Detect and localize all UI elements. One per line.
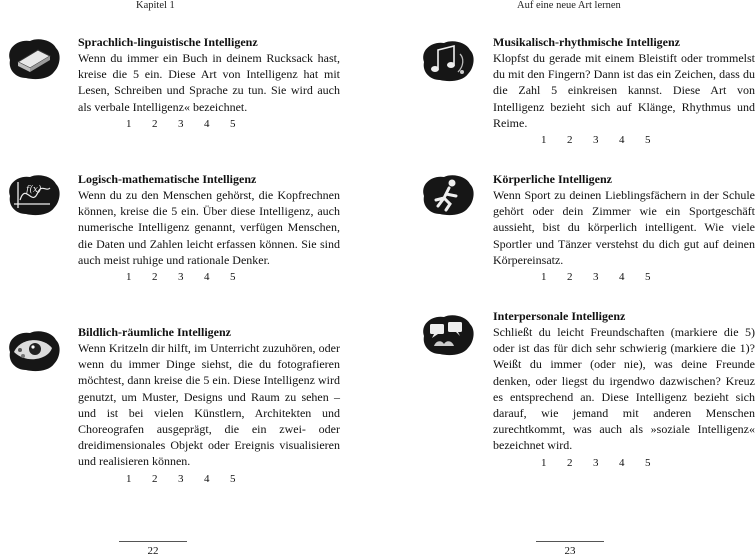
rating-option[interactable]: 3 <box>593 456 599 469</box>
function-graph-icon <box>4 172 62 218</box>
section-title: Bildlich-räumliche Intelligenz <box>78 325 231 339</box>
rating-option[interactable]: 4 <box>619 134 625 147</box>
music-notes-icon <box>418 38 476 84</box>
rating-option[interactable]: 2 <box>152 271 158 284</box>
section-title: Sprachlich-linguistische Intelligenz <box>78 35 258 49</box>
page-number: 22 <box>147 545 159 557</box>
section-body: Wenn du immer ein Buch in deinem Rucksack hast, kreise die 5 ein. Diese Art von Intelligenz hat mit Lesen, Schreiben und Sprache zu tun. Sie wird auch als verbale Intelligenz« bezeichnet. <box>78 51 340 114</box>
rating-option[interactable]: 1 <box>126 271 132 284</box>
rating-option[interactable]: 3 <box>178 271 184 284</box>
rating-option[interactable]: 3 <box>593 271 599 284</box>
section-title: Musikalisch-rhythmische Intelligenz <box>493 35 681 49</box>
page-number: 23 <box>564 545 576 557</box>
section-title: Logisch-mathematische Intelligenz <box>78 172 257 186</box>
speech-bubbles-icon <box>418 312 476 358</box>
section-body: Wenn Sport zu deinen Lieblingsfächern in der Schule gehört oder dein Zimmer wie ein Sportgeschäft aussieht, bist du körperlich intelligent. Wie viele Sportler und Tänzer verstehst du dich gut auf deinen Körpereinsatz. <box>493 188 755 267</box>
rating-option[interactable]: 2 <box>152 472 158 485</box>
footer-rule <box>536 541 604 542</box>
rating-option[interactable]: 4 <box>204 472 210 485</box>
book-icon <box>4 36 62 82</box>
rating-option[interactable]: 4 <box>619 456 625 469</box>
footer-rule <box>119 541 187 542</box>
rating-option[interactable]: 5 <box>645 456 651 469</box>
running-head: Kapitel 1 <box>136 0 175 11</box>
running-person-icon <box>418 172 476 218</box>
rating-option[interactable]: 5 <box>230 271 236 284</box>
rating-option[interactable]: 5 <box>645 134 651 147</box>
rating-scale[interactable] <box>493 456 755 470</box>
section-body: Klopfst du gerade mit einem Bleistift oder trommelst du mit den Fingern? Dann ist das ein Zeichen, dass du die Zahl 5 einkreisen kannst. Diese Art von Intelligenz bezieht sich auf Klänge, Rhythmus und Reime. <box>493 51 755 130</box>
section-body: Wenn Kritzeln dir hilft, im Unterricht zuzuhören, oder wenn du immer Dinge siehst, die du fotografieren möchtest, dann kreise die 5 ein. Diese Intelligenz wird genutzt, um Muster, Designs und Raum zu sehen – und ist bei vielen Künstlern, Architekten und Choreografen ausgeprägt, die ein zwei- oder dreidimensionales Objekt oder Ereignis visualisieren und realisieren können. <box>78 341 340 469</box>
left-page <box>0 0 360 558</box>
eye-palette-icon <box>4 328 62 374</box>
rating-option[interactable]: 3 <box>178 472 184 485</box>
rating-option[interactable]: 1 <box>126 472 132 485</box>
rating-option[interactable]: 5 <box>645 271 651 284</box>
running-head: Auf eine neue Art lernen <box>517 0 621 11</box>
section-title: Körperliche Intelligenz <box>493 172 612 186</box>
rating-option[interactable]: 1 <box>541 271 547 284</box>
rating-option[interactable]: 2 <box>567 456 573 469</box>
right-page <box>360 0 755 558</box>
rating-option[interactable]: 2 <box>152 117 158 130</box>
rating-option[interactable]: 1 <box>126 117 132 130</box>
rating-scale[interactable] <box>78 472 340 486</box>
rating-scale[interactable] <box>78 270 340 284</box>
rating-option[interactable]: 3 <box>178 117 184 130</box>
rating-option[interactable]: 4 <box>619 271 625 284</box>
rating-option[interactable]: 3 <box>593 134 599 147</box>
rating-scale[interactable] <box>493 133 755 147</box>
rating-option[interactable]: 1 <box>541 134 547 147</box>
section-title: Interpersonale Intelligenz <box>493 309 626 323</box>
rating-scale[interactable] <box>78 117 340 131</box>
svg-text:f(x): f(x) <box>26 185 42 195</box>
rating-option[interactable]: 2 <box>567 134 573 147</box>
rating-option[interactable]: 5 <box>230 472 236 485</box>
rating-option[interactable]: 4 <box>204 271 210 284</box>
rating-option[interactable]: 2 <box>567 271 573 284</box>
section-body: Schließt du leicht Freundschaften (markiere die 5) oder ist das für dich sehr schwierig (markiere die 1)? Weißt du immer (oder nie), was deine Freunde denken, oder liegst du irgendwo dazwischen? Kreuz es entsprechend an. Diese Intelligenz bezieht sich darauf, wie jemand mit anderen Menschen zurechtkommt, was auch als »soziale Intelligenz« bezeichnet wird. <box>493 325 755 453</box>
section-body: Wenn du zu den Menschen gehörst, die Kopfrechnen können, kreise die 5 ein. Über diese Intelligenz, auch numerische Intelligenz genannt, verfügen Menschen, die Daten und Zahlen leicht erfassen können. Sie sind auch meist ruhige und rationale Denker. <box>78 188 340 267</box>
rating-option[interactable]: 1 <box>541 456 547 469</box>
rating-option[interactable]: 5 <box>230 117 236 130</box>
rating-option[interactable]: 4 <box>204 117 210 130</box>
rating-scale[interactable] <box>493 270 755 284</box>
